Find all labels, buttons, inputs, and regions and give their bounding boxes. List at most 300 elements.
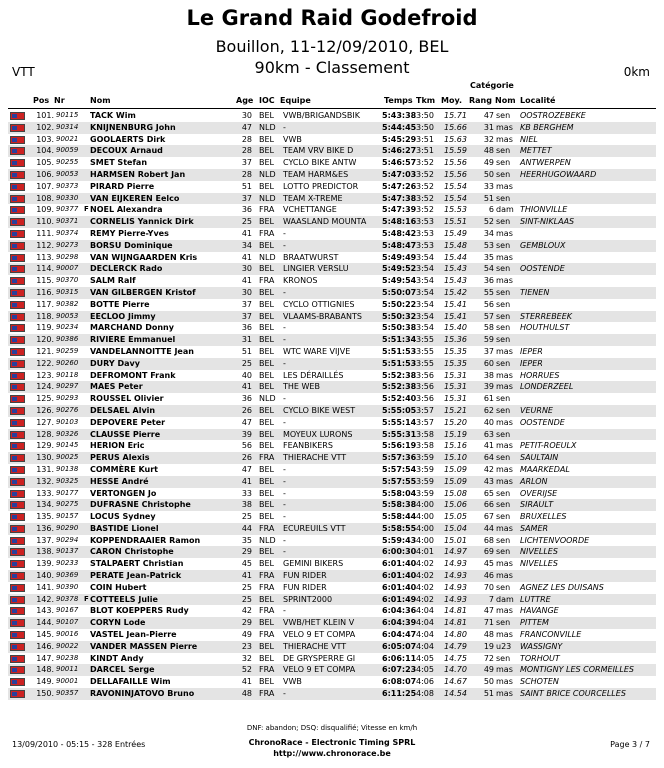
speed-cell: 15.43 (444, 264, 467, 274)
category-rank-cell: 65 (483, 488, 494, 498)
age-cell: 36 (241, 205, 252, 215)
age-cell: 37 (241, 158, 252, 168)
pos-cell: 122. (36, 358, 54, 368)
pos-cell: 128. (36, 429, 54, 439)
speed-cell: 14.97 (444, 547, 467, 557)
bib-cell: 90369 (56, 571, 79, 580)
age-cell: 45 (241, 559, 252, 569)
table-row (8, 535, 656, 547)
team-cell: VCHETTANGE (283, 205, 337, 215)
category-cell: sen (496, 535, 511, 545)
age-cell: 25 (241, 594, 252, 604)
pos-cell: 134. (36, 500, 54, 510)
age-cell: 41 (241, 476, 252, 486)
bib-cell: 90326 (56, 429, 79, 438)
bib-cell: 90314 (56, 122, 79, 131)
legend-note: DNF: abandon; DSQ: disqualifié; Vitesse en km/h (246, 724, 418, 732)
time-cell: 5:49:49 (382, 252, 417, 262)
category-rank-cell: 52 (483, 217, 494, 227)
age-cell: 47 (241, 464, 252, 474)
country-cell: BEL (259, 405, 274, 415)
pace-cell: 3:54 (416, 252, 434, 262)
country-cell: BEL (259, 476, 274, 486)
bib-cell: 90021 (56, 134, 79, 143)
discipline-label: VTT (12, 65, 35, 79)
speed-cell: 15.66 (444, 122, 467, 132)
category-rank-cell: 47 (483, 111, 494, 120)
category-cell: sen (496, 653, 511, 663)
category-cell: mas (496, 252, 513, 262)
table-row (8, 322, 656, 334)
name-cell: VAN GILBERGEN Kristof (90, 287, 196, 297)
locality-cell: ANTWERPEN (520, 158, 571, 168)
time-cell: 5:45:29 (382, 134, 417, 144)
table-row (8, 605, 656, 617)
country-cell: BEL (259, 370, 274, 380)
bib-cell: 90357 (56, 689, 79, 698)
table-row (8, 405, 656, 417)
pos-cell: 135. (36, 512, 54, 522)
time-cell: 6:08:07 (382, 677, 417, 687)
speed-cell: 15.31 (444, 382, 467, 392)
team-cell: VELO 9 ET COMPA (283, 665, 356, 675)
time-cell: 5:47:26 (382, 181, 417, 191)
time-cell: 5:57:36 (382, 453, 417, 463)
table-row (8, 641, 656, 653)
country-cell: BEL (259, 641, 274, 651)
locality-cell: BRUXELLES (520, 512, 567, 522)
bib-cell: 90115 (56, 111, 79, 119)
speed-cell: 15.31 (444, 370, 467, 380)
name-cell: DECLERCK Rado (90, 264, 163, 274)
country-cell: BEL (259, 358, 274, 368)
pos-cell: 147. (36, 653, 54, 663)
category-rank-cell: 33 (483, 181, 494, 191)
team-cell: FUN RIDER (283, 571, 327, 581)
age-cell: 25 (241, 582, 252, 592)
flag-icon (10, 242, 25, 250)
time-cell: 5:52:38 (382, 370, 417, 380)
name-cell: PERUS Alexis (90, 453, 150, 463)
locality-cell: IEPER (520, 358, 543, 368)
age-cell: 39 (241, 429, 252, 439)
category-cell: sen (496, 158, 511, 168)
pos-cell: 150. (36, 689, 54, 699)
speed-cell: 15.08 (444, 488, 467, 498)
locality-cell: THIONVILLE (520, 205, 568, 215)
category-rank-cell: 45 (483, 559, 494, 569)
speed-cell: 15.59 (444, 146, 467, 156)
country-cell: BEL (259, 264, 274, 274)
bib-cell: 90234 (56, 323, 79, 332)
age-cell: 47 (241, 417, 252, 427)
time-cell: 6:11:25 (382, 689, 417, 699)
age-cell: 56 (241, 441, 252, 451)
flag-icon (10, 289, 25, 297)
locality-cell: SAINT BRICE COURCELLES (520, 689, 626, 699)
name-cell: HARMSEN Robert Jan (90, 169, 186, 179)
locality-cell: MONTIGNY LES CORMEILLES (520, 665, 634, 675)
category-cell: mas (496, 571, 513, 581)
category-rank-cell: 50 (483, 677, 494, 687)
speed-cell: 15.43 (444, 276, 467, 286)
bib-cell: 90293 (56, 394, 79, 403)
gender-flag-cell: F (84, 594, 89, 603)
bib-cell: 90382 (56, 299, 79, 308)
team-cell: - (283, 500, 286, 510)
team-cell: - (283, 323, 286, 333)
flag-icon (10, 690, 25, 698)
race-classement-title: 90km - Classement (254, 58, 410, 77)
table-row (8, 204, 656, 216)
pace-cell: 4:08 (416, 689, 434, 699)
team-cell: - (283, 488, 286, 498)
name-cell: PIRARD Pierre (90, 181, 155, 191)
category-cell: sen (496, 547, 511, 557)
age-cell: 41 (241, 276, 252, 286)
age-cell: 29 (241, 547, 252, 557)
table-row (8, 594, 656, 606)
locality-cell: VEURNE (520, 405, 553, 415)
country-cell: FRA (259, 582, 275, 592)
locality-cell: HEERHUGOWAARD (520, 169, 597, 179)
age-cell: 38 (241, 500, 252, 510)
time-cell: 5:48:47 (382, 240, 417, 250)
name-cell: VANDELANNOITTE Jean (90, 346, 194, 356)
bib-cell: 90238 (56, 653, 79, 662)
country-cell: BEL (259, 618, 274, 628)
bib-cell: 90137 (56, 547, 79, 556)
category-rank-cell: 66 (483, 500, 494, 510)
pace-cell: 3:57 (416, 405, 434, 415)
timing-company-name: ChronoRace - Electronic Timing SPRL (248, 738, 416, 747)
name-cell: EECLOO Jimmy (90, 311, 156, 321)
time-cell: 5:51:53 (382, 346, 417, 356)
speed-cell: 15.05 (444, 512, 467, 522)
country-cell: BEL (259, 677, 274, 687)
bib-cell: 90273 (56, 240, 79, 249)
name-cell: DARCEL Serge (90, 665, 155, 675)
pos-cell: 143. (36, 606, 54, 616)
flag-icon (10, 419, 25, 427)
time-cell: 6:01:40 (382, 571, 417, 581)
speed-cell: 14.79 (444, 641, 467, 651)
speed-cell: 15.20 (444, 417, 467, 427)
table-row (8, 228, 656, 240)
bib-cell: 90374 (56, 228, 79, 237)
category-rank-cell: 48 (483, 146, 494, 156)
team-cell: LINGIER VERSLU (283, 264, 349, 274)
pos-cell: 121. (36, 346, 54, 356)
category-rank-cell: 64 (483, 453, 494, 463)
flag-icon (10, 572, 25, 580)
flag-icon (10, 360, 25, 368)
category-cell: sen (496, 500, 511, 510)
table-row (8, 511, 656, 523)
category-cell: sen (496, 169, 511, 179)
pos-cell: 144. (36, 618, 54, 628)
name-cell: LOCUS Sydney (90, 512, 156, 522)
team-cell: CYCLO OTTIGNIES (283, 299, 355, 309)
team-cell: - (283, 464, 286, 474)
time-cell: 6:06:11 (382, 653, 417, 663)
age-cell: 23 (241, 641, 252, 651)
locality-cell: NIVELLES (520, 559, 558, 569)
name-cell: GOOLAERTS Dirk (90, 134, 166, 144)
pos-cell: 126. (36, 405, 54, 415)
category-rank-cell: 43 (483, 476, 494, 486)
speed-cell: 14.75 (444, 653, 467, 663)
pace-cell: 4:00 (416, 512, 434, 522)
pos-cell: 112. (36, 240, 54, 250)
table-row (8, 145, 656, 157)
age-cell: 30 (241, 287, 252, 297)
category-cell: dam (496, 594, 514, 604)
locality-cell: IEPER (520, 346, 543, 356)
pos-cell: 108. (36, 193, 54, 203)
team-cell: THIERACHE VTT (283, 453, 347, 463)
category-cell: sen (496, 582, 511, 592)
pos-cell: 109. (36, 205, 54, 215)
name-cell: CORYN Lode (90, 618, 146, 628)
bib-cell: 90053 (56, 311, 79, 320)
bib-cell: 90290 (56, 523, 79, 532)
name-cell: CARON Christophe (90, 547, 174, 557)
team-cell: - (283, 240, 286, 250)
locality-cell: NIEL (520, 134, 538, 144)
table-row (8, 476, 656, 488)
locality-cell: STERREBEEK (520, 311, 573, 321)
pos-cell: 113. (36, 252, 54, 262)
age-cell: 36 (241, 323, 252, 333)
pos-cell: 104. (36, 146, 54, 156)
pos-cell: 136. (36, 523, 54, 533)
category-cell: mas (496, 523, 513, 533)
name-cell: COMMÈRE Kurt (90, 464, 158, 474)
category-rank-cell: 50 (483, 169, 494, 179)
age-cell: 36 (241, 394, 252, 404)
speed-cell: 15.41 (444, 311, 467, 321)
name-cell: KINDT Andy (90, 653, 144, 663)
time-cell: 5:58:55 (382, 523, 417, 533)
category-rank-cell: 55 (483, 287, 494, 297)
speed-cell: 15.16 (444, 441, 467, 451)
category-cell: sen (496, 264, 511, 274)
table-row (8, 688, 656, 700)
pace-cell: 3:54 (416, 264, 434, 274)
flag-icon (10, 254, 25, 262)
time-cell: 5:55:14 (382, 417, 417, 427)
team-cell: - (283, 476, 286, 486)
name-cell: BOTTE Pierre (90, 299, 150, 309)
team-cell: ECUREUILS VTT (283, 523, 346, 533)
table-row (8, 370, 656, 382)
locality-cell: PETIT-ROEULX (520, 441, 577, 451)
pos-cell: 119. (36, 323, 54, 333)
pace-cell: 3:56 (416, 382, 434, 392)
country-cell: FRA (259, 689, 275, 699)
pace-cell: 3:54 (416, 276, 434, 286)
table-row (8, 464, 656, 476)
country-cell: BEL (259, 240, 274, 250)
category-cell: mas (496, 346, 513, 356)
time-cell: 5:51:34 (382, 335, 417, 345)
category-group-header: Catégorie (470, 81, 514, 90)
locality-cell: LONDERZEEL (520, 382, 574, 392)
flag-icon (10, 336, 25, 344)
pos-cell: 140. (36, 571, 54, 581)
locality-cell: TORHOUT (520, 653, 560, 663)
country-cell: BEL (259, 158, 274, 168)
locality-cell: WASSIGNY (520, 641, 563, 651)
category-cell: sen (496, 488, 511, 498)
bib-cell: 90294 (56, 535, 79, 544)
team-cell: - (283, 689, 286, 699)
table-row (8, 287, 656, 299)
timing-company-url[interactable]: http://www.chronorace.be (273, 749, 391, 758)
country-cell: BEL (259, 335, 274, 345)
pace-cell: 3:51 (416, 146, 434, 156)
flag-icon (10, 548, 25, 556)
name-cell: VASTEL Jean-Pierre (90, 630, 177, 640)
category-rank-cell: 40 (483, 417, 494, 427)
name-cell: HERION Eric (90, 441, 145, 451)
country-cell: BEL (259, 217, 274, 227)
flag-icon (10, 372, 25, 380)
category-cell: sen (496, 618, 511, 628)
country-cell: BEL (259, 512, 274, 522)
table-row (8, 275, 656, 287)
category-rank-cell: 36 (483, 276, 494, 286)
col-nom: Nom (90, 96, 111, 105)
category-rank-cell: 19 (483, 641, 494, 651)
flag-icon (10, 348, 25, 356)
locality-cell: NIVELLES (520, 547, 558, 557)
table-row (8, 216, 656, 228)
team-cell: MOYEUX LURONS (283, 429, 353, 439)
time-cell: 5:49:52 (382, 264, 417, 274)
page-number: Page 3 / 7 (610, 740, 650, 749)
speed-cell: 15.44 (444, 252, 467, 262)
pos-cell: 118. (36, 311, 54, 321)
pos-cell: 120. (36, 335, 54, 345)
bib-cell: 90167 (56, 606, 79, 615)
time-cell: 6:04:39 (382, 618, 417, 628)
col-tkm: Tkm (416, 96, 436, 105)
speed-cell: 14.93 (444, 582, 467, 592)
pace-cell: 4:02 (416, 594, 434, 604)
team-cell: THE WEB (283, 382, 320, 392)
flag-icon (10, 206, 25, 214)
category-rank-cell: 59 (483, 335, 494, 345)
category-rank-cell: 47 (483, 606, 494, 616)
time-cell: 5:47:03 (382, 169, 417, 179)
team-cell: VWB (283, 677, 302, 687)
team-cell: - (283, 335, 286, 345)
name-cell: DEPOVERE Peter (90, 417, 166, 427)
pace-cell: 3:55 (416, 335, 434, 345)
flag-icon (10, 277, 25, 285)
category-cell: mas (496, 677, 513, 687)
pace-cell: 3:54 (416, 323, 434, 333)
speed-cell: 14.93 (444, 594, 467, 604)
bib-cell: 90371 (56, 217, 79, 226)
time-cell: 5:44:45 (382, 122, 417, 132)
country-cell: BEL (259, 488, 274, 498)
flag-icon (10, 431, 25, 439)
locality-cell: GEMBLOUX (520, 240, 566, 250)
bib-cell: 90103 (56, 417, 79, 426)
age-cell: 41 (241, 677, 252, 687)
pace-cell: 3:52 (416, 158, 434, 168)
category-rank-cell: 60 (483, 358, 494, 368)
team-cell: TEAM HARM&ES (283, 169, 349, 179)
page-title: Le Grand Raid Godefroid (186, 6, 478, 30)
category-rank-cell: 35 (483, 252, 494, 262)
flag-icon (10, 466, 25, 474)
pos-cell: 107. (36, 181, 54, 191)
flag-icon (10, 124, 25, 132)
time-cell: 5:48:42 (382, 228, 417, 238)
category-rank-cell: 70 (483, 582, 494, 592)
bib-cell: 90260 (56, 358, 79, 367)
bib-cell: 90025 (56, 453, 79, 462)
table-row (8, 452, 656, 464)
category-cell: mas (496, 559, 513, 569)
team-cell: VLAAMS-BRABANTS (283, 311, 362, 321)
team-cell: BRAATWURST (283, 252, 339, 262)
category-cell: sen (496, 429, 511, 439)
age-cell: 51 (241, 346, 252, 356)
flag-icon (10, 183, 25, 191)
category-cell: mas (496, 276, 513, 286)
category-rank-cell: 44 (483, 523, 494, 533)
table-row (8, 429, 656, 441)
country-cell: FRA (259, 453, 275, 463)
name-cell: DUFRASNE Christophe (90, 500, 191, 510)
category-cell: mas (496, 228, 513, 238)
time-cell: 6:01:40 (382, 559, 417, 569)
time-cell: 5:46:57 (382, 158, 417, 168)
age-cell: 25 (241, 512, 252, 522)
col-ioc: IOC (259, 96, 275, 105)
bib-cell: 90157 (56, 512, 79, 521)
team-cell: VWB/HET KLEIN V (283, 618, 355, 628)
category-cell: sen (496, 111, 511, 120)
time-cell: 5:50:07 (382, 287, 417, 297)
time-cell: 5:57:55 (382, 476, 417, 486)
table-row (8, 393, 656, 405)
table-row (8, 417, 656, 429)
pace-cell: 3:53 (416, 240, 434, 250)
country-cell: BEL (259, 547, 274, 557)
time-cell: 5:50:22 (382, 299, 417, 309)
speed-cell: 15.54 (444, 193, 467, 203)
pace-cell: 3:50 (416, 111, 434, 120)
age-cell: 42 (241, 606, 252, 616)
time-cell: 5:50:32 (382, 311, 417, 321)
time-cell: 6:04:47 (382, 630, 417, 640)
pace-cell: 3:51 (416, 134, 434, 144)
age-cell: 41 (241, 571, 252, 581)
age-cell: 25 (241, 217, 252, 227)
speed-cell: 15.09 (444, 464, 467, 474)
category-cell: mas (496, 476, 513, 486)
team-cell: SPRINT2000 (283, 594, 333, 604)
pos-cell: 125. (36, 394, 54, 404)
category-cell: mas (496, 464, 513, 474)
bib-cell: 90259 (56, 346, 79, 355)
